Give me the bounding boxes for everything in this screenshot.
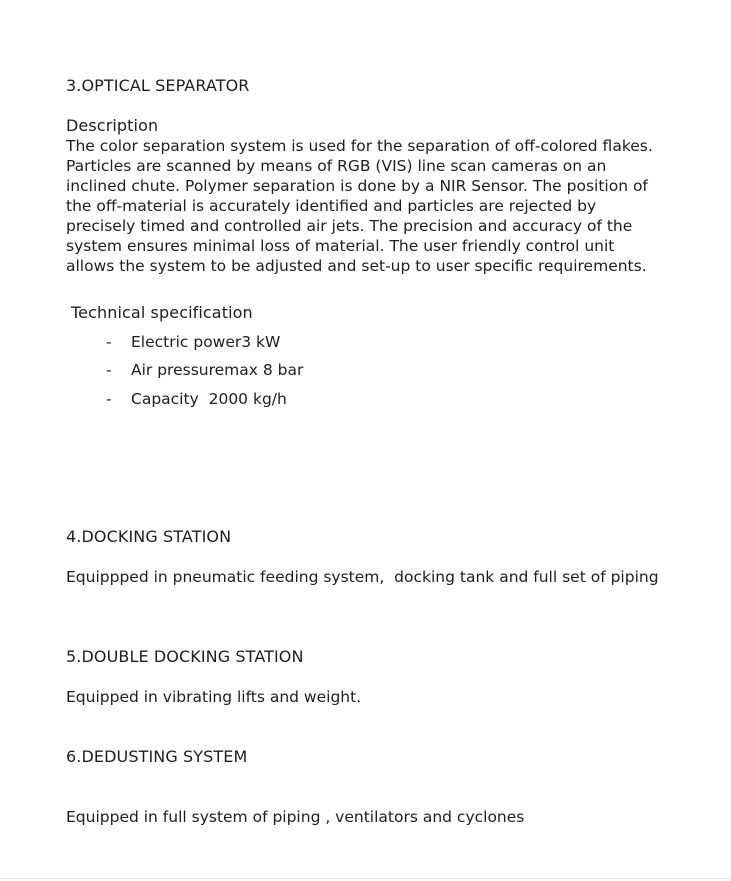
description-paragraph xyxy=(66,136,666,276)
description-line: precisely timed and controlled air jets. The precision and accuracy of the xyxy=(66,217,633,235)
spec-text: Capacity 2000 kg/h xyxy=(131,390,287,408)
dedusting-system-text: Equipped in full system of piping , ventilators and cyclones xyxy=(66,808,525,826)
description-line: Particles are scanned by means of RGB (VIS) line scan cameras on an xyxy=(66,157,607,175)
page-bottom-divider xyxy=(0,878,731,879)
spec-item-capacity xyxy=(0,389,400,409)
description-line: allows the system to be adjusted and set-up to user specific requirements. xyxy=(66,257,647,275)
spec-item-air-pressure xyxy=(0,360,400,380)
description-line: inclined chute. Polymer separation is done by a NIR Sensor. The position of xyxy=(66,177,648,195)
spec-text: Air pressuremax 8 bar xyxy=(131,361,304,379)
spec-text: Electric power3 kW xyxy=(131,333,281,351)
section-heading-optical-separator: 3.OPTICAL SEPARATOR xyxy=(66,76,250,95)
section-heading-docking-station: 4.DOCKING STATION xyxy=(66,527,232,546)
section-heading-dedusting-system: 6.DEDUSTING SYSTEM xyxy=(66,747,248,766)
description-line: the off-material is accurately identified and particles are rejected by xyxy=(66,197,597,215)
spec-item-electric-power xyxy=(0,332,400,352)
technical-specification-heading: Technical specification xyxy=(71,303,253,322)
bullet-dash: - xyxy=(106,333,112,351)
bullet-dash: - xyxy=(106,390,112,408)
bullet-dash: - xyxy=(106,361,112,379)
docking-station-text: Equippped in pneumatic feeding system, docking tank and full set of piping xyxy=(66,568,659,586)
description-line: The color separation system is used for the separation of off-colored flakes. xyxy=(66,137,653,155)
section-heading-double-docking-station: 5.DOUBLE DOCKING STATION xyxy=(66,647,304,666)
description-heading: Description xyxy=(66,116,159,135)
double-docking-station-text: Equipped in vibrating lifts and weight. xyxy=(66,688,362,706)
description-line: system ensures minimal loss of material. The user friendly control unit xyxy=(66,237,615,255)
